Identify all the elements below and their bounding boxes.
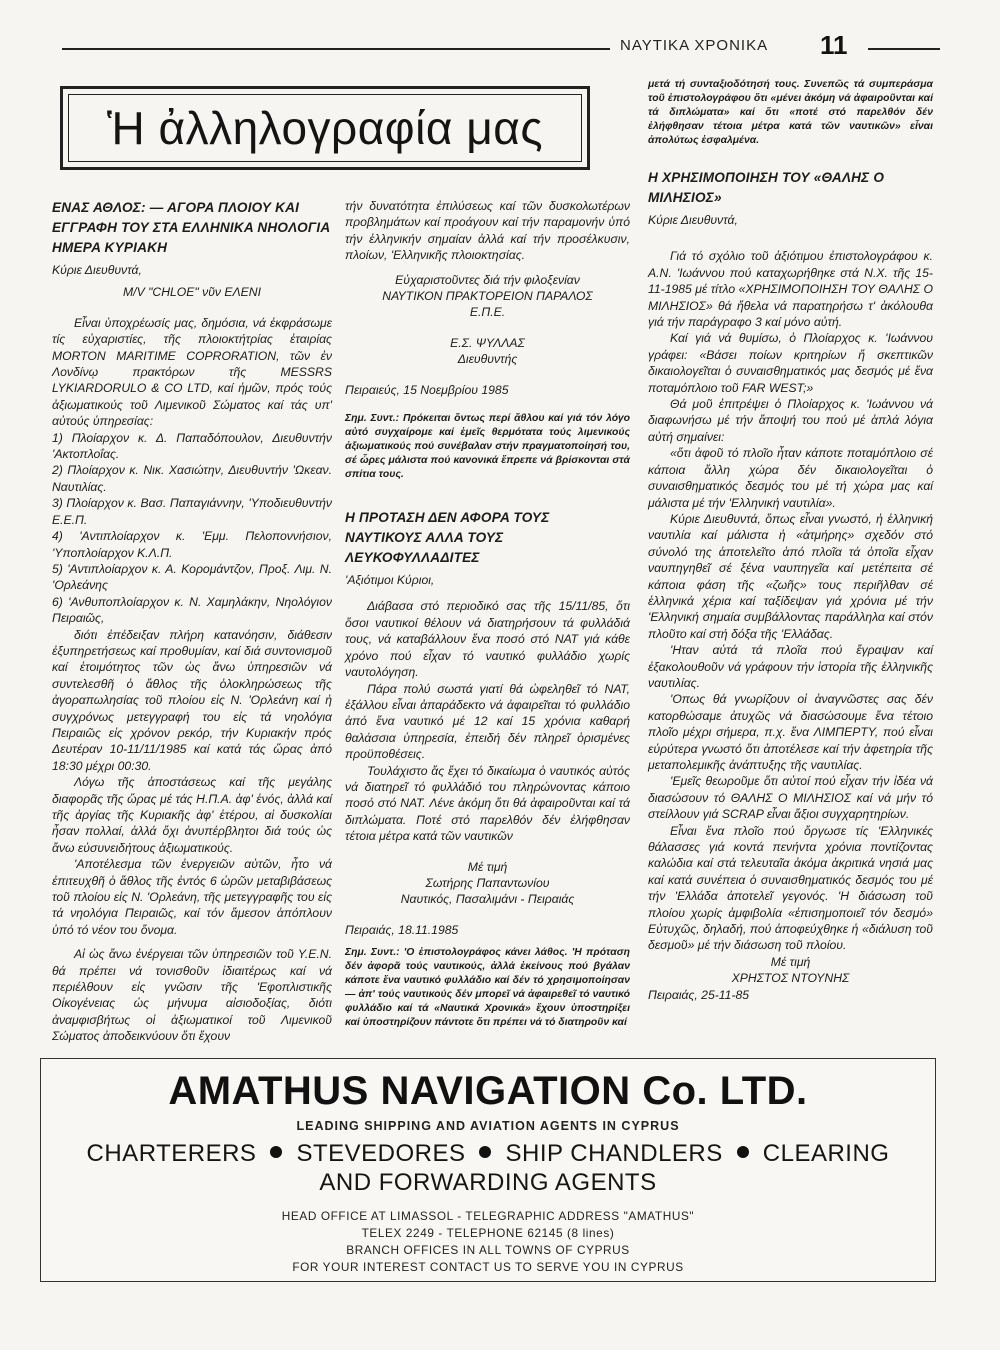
list-item: 6) 'Ανθυποπλοίαρχον κ. Ν. Χαμηλάκην, Νηολόγιον Πειραιῶς, <box>52 594 332 626</box>
ad-service-item: STEVEDORES <box>296 1140 466 1167</box>
letter-date: Πειραιάς, 18.11.1985 <box>345 922 459 937</box>
article-heading: ΕΝΑΣ ΑΘΛΟΣ: — ΑΓΟΡΑ ΠΛΟΙΟΥ ΚΑΙ ΕΓΓΡΑΦΗ ΤΟΥ ΣΤΑ ΕΛΛΗΝΙΚΑ ΝΗΟΛΟΓΙΑ ΗΜΕΡΑ ΚΥΡΙΑΚΗ <box>52 200 330 255</box>
column-2 <box>345 198 630 1030</box>
list-item: 4) 'Αντιπλοίαρχον κ. 'Εμμ. Πελοποννήσιον, 'Υποπλοίαρχον Κ.Λ.Π. <box>52 529 332 560</box>
paragraph: διότι ἐπέδειξαν πλήρη κατανόησιν, διάθεσιν ἐξυπηρετήσεως καί προθυμίαν, καί διά συντονισμοῦ καί ἑτοιμότητος τῶν ὡς ἄνω ὑπηρεσιῶν νά συντελεσθῆ ὁ ἄθλος τῆς ὁλοκληρώσεως τῆς ἀγοραπωλησίας τοῦ πλοίου εἰς Ν. 'Ορλεάνη καί ἡ συγχρόνως μετεγγραφή του εἰς τά νηολόγια Πειραιῶς εἰς χρόνον ρεκόρ, τήν Κυριακήν πρός Δευτέραν 10-11/11/1985 καί κατά τάς ὥρας ἀπό 18:30 μέχρι 00:30. <box>52 627 332 773</box>
paragraph: Γιά τό σχόλιο τοῦ ἀξιότιμου ἐπιστολογράφου κ. Α.Ν. 'Ιωάννου πού καταχωρήθηκε στά Ν.Χ. τῆς 15-11-1985 μέ τίτλο «ΧΡΗΣΙΜΟΠΟΙΗΣΗ ΤΟΥ ΘΑΛΗΣ Ο ΜΙΛΗΣΙΟΣ» θά ἤθελα νά παρατηρήσω τ' ἀκόλουθα γιά τήν παράγραφο 3 καί μόνο αὐτή. <box>648 249 933 330</box>
section-masthead <box>60 86 590 170</box>
paragraph: Κύριε Διευθυντά, ὅπως εἶναι γνωστό, ἡ ἑλληνική ναυτιλία καί μάλιστα ἡ «ἀτμήρης» σχεδόν στό σύνολό της ἀποτελεῖτο ἀπό πλοῖα τά ὁποῖα εἶχαν ναυπηγηθεῖ σέ ξένα ναυπηγεῖα καί μετέπειτα σέ κάποια φάση τῆς «ζωῆς» τους περιῆλθαν σέ ἑλληνικά χέρια καί ταξίδεψαν γιά χρόνια μέ τήν 'Ελληνική σημαία συμβάλλοντας παράλληλα καί στόν πλοῦτο καί στή δόξα τῆς 'Ελλάδας. <box>648 511 933 641</box>
signer-name: Ε.Σ. ΨΥΛΛΑΣ <box>450 335 525 350</box>
header-rule-left <box>62 48 610 50</box>
page-number: 11 <box>820 30 848 60</box>
article-heading: Η ΠΡΟΤΑΣΗ ΔΕΝ ΑΦΟΡΑ ΤΟΥΣ ΝΑΥΤΙΚΟΥΣ ΑΛΛΑ ΤΟΥΣ ΛΕΥΚΟΦΥΛΛΑΔΙΤΕΣ <box>345 510 550 566</box>
salutation: Κύριε Διευθυντά, <box>52 263 142 277</box>
advertisement-box <box>40 1058 936 1282</box>
bullet-dot-icon <box>737 1146 749 1158</box>
signer-title: Διευθυντής <box>457 352 518 367</box>
closing: Μέ τιμή <box>770 954 811 969</box>
ad-head-office: HEAD OFFICE AT LIMASSOL - TELEGRAPHIC ADDRESS "AMATHUS" <box>281 1209 695 1223</box>
paragraph: Εἶναι ὑποχρέωσίς μας, δημόσια, νά ἐκφράσωμε τίς εὐχαριστίες, τῆς πλοιοκτήτρίας ἑταιρίας MORTON MARITIME COPRORATION, τῶν ἐν Λονδίνῳ πρακτόρων τῆς MESSRS LYKIARDORULO & CO LTD, καί ἡμῶν, πρός τούς ἀξιωματικούς τοῦ Λιμενικοῦ Σώματος καί τάς υπ' αὐτούς ὑπηρεσίας: <box>52 315 332 429</box>
section-title: Ἡ ἀλληλογραφία μας <box>106 102 543 154</box>
ad-service-item: SHIP CHANDLERS <box>505 1140 723 1167</box>
closing: Μέ τιμή <box>467 859 508 874</box>
ad-services <box>41 1139 935 1197</box>
list-item: 5) 'Αντιπλοίαρχον κ. Α. Κορομάντζον, Προξ. Λιμ. Ν. 'Ορλεάνης <box>52 561 332 593</box>
paragraph: Διάβασα στό περιοδικό σας τῆς 15/11/85, ὅτι ὅσοι ναυτικοί θέλουν νά διατηρήσουν τά φυλλάδιά τους, νά καταβάλλουν ἕνα ποσό στό ΝΑΤ γιά κάθε χρόνο πού εἶχαν τό ναυτικό φυλλάδιο χωρίς ναυτολόγηση. <box>345 599 630 680</box>
letter-date: Πειραιεύς, 15 Νοεμβρίου 1985 <box>345 382 509 397</box>
ad-company-name: AMATHUS NAVIGATION Co. LTD. <box>168 1069 808 1113</box>
paragraph: Τουλάχιστο ἄς ἔχει τό δικαίωμα ὁ ναυτικός αὐτός νά διατηρεῖ τό φυλλάδιό του πληρώνοντας κάποιο ποσό στό ΝΑΤ. Λένε ἀκόμη ὅτι θά ἀφαιροῦνται καί τά διπλώματα. Ποτέ στό παρελθόν δέν ἐλήφθησαν τέτοια μέτρα κατά τῶν ναυτικῶν <box>345 763 630 844</box>
ad-service-item: CHARTERERS <box>86 1140 257 1167</box>
ad-telex: TELEX 2249 - TELEPHONE 62145 (8 lines) <box>361 1226 615 1240</box>
paragraph: Λόγω τῆς ἀποστάσεως καί τῆς μεγάλης διαφορᾶς τῆς ὥρας μέ τάς Η.Π.Α. ἀφ' ἑνός, ἀλλά καί τῆς ἀργίας τῆς Κυριακῆς ἀφ' ἑτέρου, αἱ δυσκολίαι ἦσαν πολλαί, ἀλλά ὄχι ἀνυπέρβλητοι διά τούς ὡς ἄνω εὐσυνειδήτους ἀξιωματικούς. <box>52 775 332 855</box>
editor-note: Σημ. Συντ.: 'Ο ἐπιστολογράφος κάνει λάθος. 'Η πρόταση δέν ἀφορᾶ τούς ναυτικούς, ἀλλά ἐκείνους πού βγάλαν κάποτε ἕνα ναυτικό φυλλάδιο καί δέν τό χρησιμοποίησαν — ἀπ' τούς ναυτικούς δέν μπορεῖ νά ἀφαιρεθεῖ τό ναυτικό φυλλάδιο καί τά «Ναυτικά Χρονικά» ἔχουν ὑποστηρίξει καί ὑποστηρίζουν πάντοτε ὅτι πρέπει νά τό διατηροῦν καί <box>345 947 630 1029</box>
paragraph: Εἶναι ἕνα πλοῖο πού ὄργωσε τίς 'Ελληνικές θάλασσες γιά κοντά πενήντα χρόνια ποντίζοντας καλώδια καί στά τελευταῖα ἀκόμα ἀκριτικά νησιά μας καί κατά συνέπεια ὁ συναισθηματικός δεσμός του μέ τήν 'Ελλάδα ἀποτελεῖ γεγονός. 'Η διάσωση τοῦ πλοίου χωρίς ἀμφιβολία «ἐπισημοποιεῖ τόν δεσμό» Εὐτυχῶς, δηλαδή, πού ἀποφεύχθηκε ἡ «διάλυση τοῦ δεσμοῦ» μέ τήν διάσωση τοῦ πλοίου. <box>648 823 933 953</box>
paragraph: Καί γιά νά θυμίσω, ὁ Πλοίαρχος κ. 'Ιωάννου γράφει: «Βάσει ποίων κριτηρίων ἤ σκεπτικῶν δικαιολογεῖται ὁ συναισθηματικός μας δεσμός μέ ἕνα ποταμόπλοιο τοῦ FAR WEST;» <box>648 331 933 395</box>
paragraph: Αἱ ὡς ἄνω ἐνέργειαι τῶν ὑπηρεσιῶν τοῦ Υ.Ε.Ν. θά πρέπει νά τονισθοῦν ἰδιαιτέρως καί νά περιέλθουν εἰς γνῶσιν τῆς 'Εφοπλιστικῆς Οἰκογένειας ὡς μήνυμα αἰσιοδοξίας, διότι ἀναμφισβήτως οἱ ἀξιωματικοί τοῦ Λιμενικοῦ Σώματος ἀποδεικνύουν ὅτι ἔχουν <box>52 947 332 1044</box>
masthead-inner-border <box>68 94 582 162</box>
list-item: 3) Πλοίαρχον κ. Βασ. Παπαγιάννην, 'Υποδιευθυντήν Ε.Ε.Π. <box>52 496 332 527</box>
header-rule-right <box>868 48 940 50</box>
list-item: 2) Πλοίαρχον κ. Νικ. Χασιώτην, Διευθυντήν 'Ωκεαν. Ναυτιλίας. <box>52 463 332 494</box>
signer-role: Ναυτικός, Πασαλιμάνι - Πειραιάς <box>400 892 575 907</box>
paragraph: «ὅτι ἀφοῦ τό πλοῖο ἦταν κάποτε ποταμόπλοιο σέ κάποια ἄλλη χώρα δέν δικαιολογεῖται ὁ συναισθηματικός δεσμός του μέ τή χώρα μας καί μάλιστα μέ τήν 'Ελληνική ναυτιλία». <box>648 446 933 510</box>
ad-branches: BRANCH OFFICES IN ALL TOWNS OF CYPRUS <box>346 1243 630 1257</box>
paragraph: 'Αποτέλεσμα τῶν ἐνεργειῶν αὐτῶν, ἦτο νά ἐπιτευχθῆ ὁ ἄθλος τῆς ἐντός 6 ὡρῶν μεταβιβάσεως τοῦ πλοίου εἰς Ν. 'Ορλεάνη, τῆς μετεγγραφῆς του εἰς τά νηολόγια Πειραιῶς, καί τόν ἄμεσον ἀπόπλουν ὑπό τό νέον του ὄνομα. <box>52 857 332 937</box>
ad-tagline: LEADING SHIPPING AND AVIATION AGENTS IN CYPRUS <box>296 1119 680 1133</box>
bullet-dot-icon <box>270 1146 282 1158</box>
ad-service-line2: AND FORWARDING AGENTS <box>319 1169 657 1196</box>
paragraph: 'Εμεῖς θεωροῦμε ὅτι αὐτοί πού εἶχαν τήν ἰδέα νά διασώσουν τό ΘΑΛΗΣ Ο ΜΙΛΗΣΙΟΣ καί νά μήν τό στείλλουν γιά SCRAP εἶναι ἄξιοι συγχαρητηρίων. <box>648 774 933 822</box>
company-suffix: Ε.Π.Ε. <box>469 305 506 320</box>
signer-name: ΧΡΗΣΤΟΣ ΝΤΟΥΝΗΣ <box>731 971 850 986</box>
thanks-line: Εὐχαριστοῦντες διά τήν φιλοξενίαν <box>395 272 580 287</box>
publication-title: ΝΑΥΤΙΚΑ ΧΡΟΝΙΚΑ <box>620 37 769 54</box>
ad-service-item: CLEARING <box>762 1140 890 1167</box>
signer-name: Σωτήρης Παπαντωνίου <box>425 875 550 890</box>
column-1 <box>52 198 332 1045</box>
bullet-dot-icon <box>479 1146 491 1158</box>
salutation: 'Αξιότιμοι Κύριοι, <box>345 573 435 588</box>
list-item: 1) Πλοίαρχον κ. Δ. Παπαδόπουλον, Διευθυντήν 'Ακτοπλοΐας. <box>52 430 332 462</box>
company-name: ΝΑΥΤΙΚΟΝ ΠΡΑΚΤΟΡΕΙΟΝ ΠΑΡΑΛΟΣ <box>382 289 593 304</box>
paragraph: 'Ηταν αὐτά τά πλοῖα πού ἔγραψαν καί ἐξακολουθοῦν νά γράφουν τήν ἱστορία τῆς ἑλληνικῆς ναυτιλίας. <box>648 643 933 690</box>
paragraph: Θά μοῦ ἐπιτρέψει ὁ Πλοίαρχος κ. 'Ιωάννου νά διαφωνήσω μέ τήν ἄποψή του πού μέ ἁπλά λόγια αὐτή σημαίνει: <box>648 397 933 444</box>
vessel-name: M/V "CHLOE" νῦν ΕΛΕΝΙ <box>123 285 261 300</box>
salutation: Κύριε Διευθυντά, <box>648 213 738 227</box>
column-3 <box>648 78 933 1003</box>
paragraph: τήν δυνατότητα ἐπιλύσεως καί τῶν δυσκολωτέρων προβλημάτων καί προάγουν καί τήν παραμονήν ὑπό τήν ἑλληνικήν σημαίαν ἀλλά καί τήν προσέλκυσιν, πλοίων, 'Ελληνικῆς πλοιοκτησίας. <box>345 199 630 263</box>
article-heading: Η ΧΡΗΣΙΜΟΠΟΙΗΣΗ ΤΟΥ «ΘΑΛΗΣ Ο ΜΙΛΗΣΙΟΣ» <box>648 170 885 205</box>
editor-note-continued: μετά τή συνταξιοδότησή τους. Συνεπῶς τά συμπεράσμα τοῦ ἐπιστολογράφου ὅτι «μένει ἀκόμη νά ἀφαιροῦνται καί τά διπλώματα» καί ὅτι «ποτέ στό παρελθόν δέν ἐλήφθησαν τέτοια μέτρα κατά τῶν ναυτικῶν» εἶναι ἀπολύτως ἐσφαλμένα. <box>648 79 933 146</box>
letter-date: Πειραιάς, 25-11-85 <box>648 987 750 1002</box>
paragraph: 'Οπως θά γνωρίζουν οἱ ἀναγνῶστες σας δέν κατορθώσαμε ἀτυχῶς νά διασώσουμε ἕνα τέτοιο πλοῖο μέχρι σήμερα, π.χ. ἕνα ΛΙΜΠΕΡΤΥ, πού εἶναι εὐρύτερα γνωστό ὅτι ἀποτέλεσε καί τήν ἀφετηρία τῆς μεταπολεμικῆς ἀνάπτυξης τῆς ναυτιλίας. <box>648 692 933 772</box>
editor-note: Σημ. Συντ.: Πρόκειται ὄντως περί ἄθλου καί γιά τόν λόγο αὐτό συγχαίρομε καί ἐμεῖς θερμότατα τούς λιμενικούς ἀξιωματικούς πού συνέβαλαν στήν πραγματοποίησή του, σέ ὧρες μάλιστα πού κανονικά ἔπρεπε νά βρίσκονται στά σπίτια τους. <box>345 413 630 481</box>
paragraph: Πάρα πολύ σωστά γιατί θά ὠφεληθεῖ τό ΝΑΤ, ἐξάλλου εἶναι ἀπαράδεκτο νά ἀφαιρεῖται τό φυλλάδιο ἀπό ἕνα ναυτικό μέ 12 καί 15 χρόνια καθαρή θαλάσσια ὑπηρεσία, ἐπειδή δέν πληρεῖ ὁρισμένες προϋποθέσεις. <box>345 681 630 762</box>
ad-call-to-action: FOR YOUR INTEREST CONTACT US TO SERVE YOU IN CYPRUS <box>292 1260 684 1274</box>
